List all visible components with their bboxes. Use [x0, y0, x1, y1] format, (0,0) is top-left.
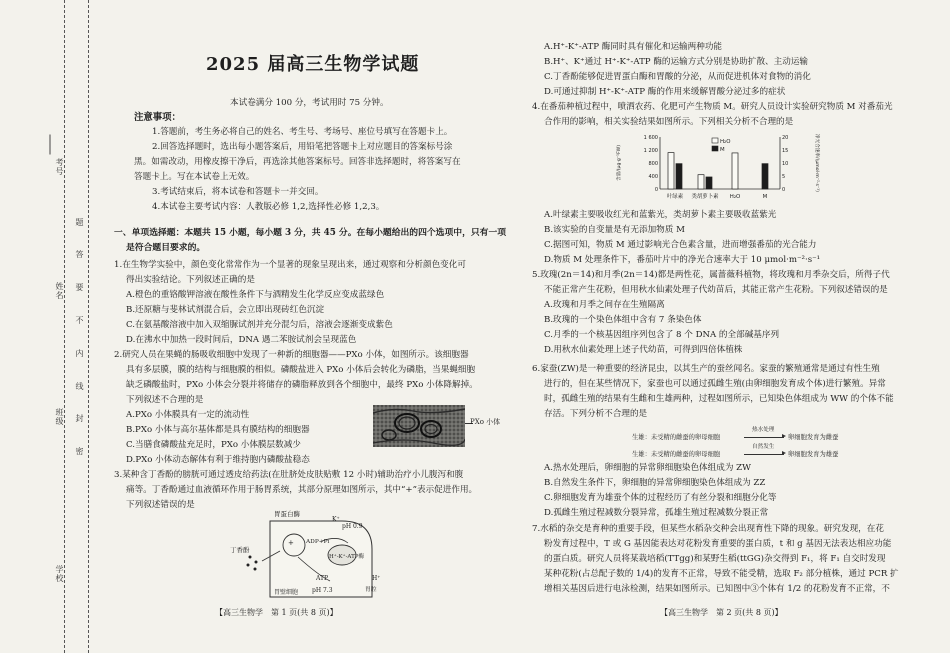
seal-word: 题: [75, 218, 84, 227]
q6-option: C.卵细胞发育为雄蚕个体的过程经历了有丝分裂和细胞分化等: [544, 493, 777, 503]
seal-line-outer: [64, 0, 65, 653]
notice-line: 黑。如需改动，用橡皮擦干净后，再选涂其他答案标号。回答非选择题时，将答案写在: [134, 157, 461, 167]
binding-margin: [0, 0, 108, 653]
y2-tick-label: 15: [782, 148, 789, 154]
q3-option: B.H⁺、K⁺通过 H⁺-K⁺-ATP 酶的运输方式分别是协助扩散、主动运输: [544, 57, 809, 67]
q6-stem: 进行的，但在某些情况下，家蚕也可以通过孤雌生殖(由卵细胞发育成个体)进行繁殖。异常: [544, 379, 886, 389]
q6-flow-row2-cond: 自然发生: [752, 444, 775, 450]
q6-flow-row1: 生雄：未受精的雌蚕的卵母细胞: [632, 434, 721, 441]
q6-stem: 6.家蚕(ZW)是一种重要的经济昆虫，以其生产的蚕丝闻名。家蚕的繁殖通常是通过有性生殖: [532, 364, 880, 374]
q2-stem: 下列叙述不合理的是: [126, 395, 204, 405]
notice-title: 注意事项：: [134, 112, 181, 123]
bar: [668, 153, 674, 189]
q3-stem: 下列叙述错误的是: [126, 500, 195, 510]
seal-word: 要: [75, 283, 84, 292]
bar: [706, 177, 712, 189]
q7-stem: 7.水稻的杂交是育种的重要手段，但某些水稻杂交种会出现育性下降的现象。研究发现，在花: [532, 524, 884, 534]
q6-stem: 存活。下列分析不合理的是: [544, 409, 648, 419]
q6-flow-diagram: [632, 425, 882, 459]
q1-option: A.橙色的重铬酸钾溶液在酸性条件下与酒精发生化学反应变成蓝绿色: [126, 290, 385, 300]
y-tick-label: 0: [654, 187, 658, 193]
x-tick-label: 类胡萝卜素: [691, 194, 719, 200]
q3-option: D.可通过抑制 H⁺-K⁺-ATP 酶的作用来缓解胃酸分泌过多的症状: [544, 87, 786, 97]
q4-option: D.物质 M 处理条件下，番茄叶片中的净光合速率大于 10 μmol·m⁻²·s⁻¹: [544, 255, 821, 265]
q1-option: B.还原糖与斐林试剂混合后，会立即出现砖红色沉淀: [126, 305, 325, 315]
seal-word: 密: [75, 447, 84, 456]
q3-stem: 3.某种含丁香酚的膀胱可通过透皮给药法(在肚脐处皮肤贴敷 12 小时)辅助治疗小儿腹泻和腹: [114, 470, 464, 480]
q3-fig-h: H⁺: [372, 575, 381, 582]
q2-option: A.PXo 小体膜具有一定的流动性: [126, 410, 250, 420]
q4-stem: 4.在番茄种植过程中，喷洒农药、化肥可产生物质 M。研究人员设计实验研究物质 M 对番茄光: [532, 102, 893, 112]
y2-axis-title: 净光合速率/(μmol·m⁻²·s⁻¹): [814, 134, 819, 192]
q1-stem: 得出实验结论。下列叙述正确的是: [126, 275, 255, 285]
q6-option: D.孤雌生殖过程减数分裂异常，孤雄生殖过程减数分裂正常: [544, 508, 769, 518]
arrow-head-icon: [782, 434, 786, 438]
bar: [698, 175, 704, 189]
x-tick-label: 叶绿素: [666, 194, 684, 200]
notice-line: 3.考试结束后，将本试卷和答题卡一并交回。: [152, 187, 324, 197]
y2-tick-label: 5: [782, 174, 786, 180]
q7-stem: 某种花粉(占总配子数的 1/4)的发育不正常，导致不能受精，选取 F₂ 部分植株，通过 PCR 扩: [544, 569, 899, 579]
q2-stem: 具有多层膜，膜的结构与细胞膜的相似。磷酸盐进入 PXo 小体后会转化为磷脂，当果蝇细胞: [126, 365, 476, 375]
y2-tick-label: 10: [782, 161, 789, 167]
name-label: 姓名: [55, 282, 64, 300]
seal-word: 内: [75, 349, 84, 358]
intro-text: 本试卷满分 100 分，考试用时 75 分钟。: [230, 98, 389, 108]
q6-flow-arrow: [744, 454, 784, 455]
q3-fig-wall: 胃壁细胞: [274, 589, 299, 596]
x-tick-label: H₂O: [729, 194, 741, 200]
q1-option: D.在沸水中加热一段时间后，DNA 遇二苯胺试剂会呈现蓝色: [126, 335, 357, 345]
q6-flow-row1-cond: 热水处理: [752, 427, 775, 433]
seal-word: 答: [75, 250, 84, 259]
q2-stem: 缺乏磷酸盐时，PXo 小体会分裂并将储存的磷脂释放到各个细胞中，最终 PXo 小体降解掉。: [126, 380, 478, 390]
q3-fig-k: K⁺: [332, 516, 340, 523]
q7-stem: 的蛋白质。研究人员将某栽培稻(TTgg)和某野生稻(ttGG)杂交得到 F₁，将 F₁ 自交时发现: [544, 554, 886, 564]
notice-line: 1.答题前，考生务必将自己的姓名、考生号、考场号、座位号填写在答题卡上。: [152, 127, 453, 137]
q3-fig-enzyme: H⁺-K⁺-ATP酶: [329, 554, 364, 560]
q6-flow-row2-end: 卵细胞发育为雄蚕: [788, 451, 839, 458]
q2-stem: 2.研究人员在果蝇的肠吸收细胞中发现了一种新的细胞器——PXo 小体，如图所示。该细胞器: [114, 350, 469, 360]
y-tick-label: 1 200: [643, 148, 658, 154]
footer-page-1: 【高三生物学 第 1 页(共 8 页)】: [215, 608, 338, 617]
notice-line: 2.回答选择题时，选出每小题答案后，用铅笔把答题卡上对应题目的答案标号涂: [152, 142, 453, 152]
seal-word: 线: [75, 382, 84, 391]
q6-stem: 时，孤雌生殖的结果有生雌和生雄两种，过程如图所示，已知染色体组成为 WW 的个体不能: [544, 394, 894, 404]
q2-option: D.PXo 小体动态解体有利于维持胞内磷酸盐稳态: [126, 455, 310, 465]
section-heading: 一、单项选择题：本题共 15 小题，每小题 3 分，共 45 分。在每小题给出的四个选项中，只有一项: [114, 228, 507, 238]
legend-label: H₂O: [720, 139, 731, 145]
q5-stem: 不能正常产生花粉，但用秋水仙素处理子代幼苗后，其能正常产生花粉。下列叙述错误的是: [544, 285, 888, 295]
bar: [676, 164, 682, 189]
q6-option: A.热水处理后，卵细胞的异常卵细胞染色体组成为 ZW: [544, 463, 751, 473]
q1-option: C.在氨基酸溶液中加入双缩脲试剂并充分混匀后，溶液会逐渐变成紫色: [126, 320, 393, 330]
section-heading: 是符合题目要求的。: [126, 243, 206, 253]
arrow-head-icon: [782, 451, 786, 455]
q4-option: B.该实验的自变量是有无添加物质 M: [544, 225, 685, 235]
q3-diagram: [222, 505, 392, 605]
q7-stem: 粉发育过程中，T 或 G 基因能表达对花粉发育重要的蛋白质，t 和 g 基因无法表达相应功能: [544, 539, 892, 549]
legend-swatch: [712, 138, 718, 143]
q3-option: C.丁香酚能够促进胃蛋白酶和胃酸的分泌，从而促进机体对食物的消化: [544, 72, 811, 82]
q3-fig-plus: +: [288, 539, 294, 547]
notice-line: 4.本试卷主要考试内容：人教版必修 1,2,选择性必修 1,2,3。: [152, 202, 385, 212]
x-tick-label: M: [762, 194, 768, 200]
seal-word: 封: [75, 414, 84, 423]
q7-stem: 增相关基因后进行电泳检测，结果如图所示。已知图中③个体有 1/2 的花粉发育不正常，不: [544, 584, 890, 594]
exam-title: 2025 届高三生物学试题: [206, 54, 420, 75]
q1-stem: 1.在生物学实验中，颜色变化常常作为一个显著的现象呈现出来，通过观察和分析颜色变化可: [114, 260, 466, 270]
q4-stem: 合作用的影响，相关实验结果如图所示。下列相关分析不合理的是: [544, 117, 794, 127]
school-label: 学校: [55, 565, 64, 583]
q5-option: D.用秋水仙素处理上述子代幼苗，可得到四倍体植株: [544, 345, 743, 355]
q5-option: C.月季的一个核基因组序列包含了 8 个 DNA 的全部碱基序列: [544, 330, 780, 340]
exam-no-label: 考号: [55, 158, 64, 176]
y-axis-title: 含量/(μg·g⁻¹FW): [617, 145, 622, 181]
q3-option: A.H⁺-K⁺-ATP 酶同时具有催化和运输两种功能: [544, 42, 723, 52]
y-tick-label: 1 600: [643, 135, 658, 141]
footer-page-2: 【高三生物学 第 2 页(共 8 页)】: [660, 608, 783, 617]
q3-fig-pepsin: 胃蛋白酶: [274, 510, 300, 518]
bar: [762, 164, 768, 189]
q3-fig-adp: ADP+Pi: [306, 539, 330, 545]
q3-fig-lumen: 胃腔: [365, 587, 377, 593]
y2-tick-label: 20: [782, 135, 789, 141]
class-label: 班级: [55, 408, 64, 426]
q3-fig-ph-high: pH 0.9: [342, 523, 363, 530]
q4-option: A.叶绿素主要吸收红光和蓝紫光，类胡萝卜素主要吸收蓝紫光: [544, 210, 777, 220]
q4-option: C.据图可知，物质 M 通过影响光合色素含量，进而增强番茄的光合能力: [544, 240, 817, 250]
notice-line: 答题卡上。写在本试卷上无效。: [134, 172, 255, 182]
q5-option: B.玫瑰的一个染色体组中含有 7 条染色体: [544, 315, 702, 325]
legend-swatch: [712, 146, 718, 151]
y2-tick-label: 0: [782, 187, 786, 193]
q6-flow-row1-end: 卵细胞发育为雌蚕: [788, 434, 839, 441]
q3-stem: 痛等。丁香酚通过血液循环作用于肠胃系统，其部分原理如图所示，其中“+”表示促进作用。: [126, 485, 478, 495]
q6-option: B.自然发生条件下，卵细胞的异常卵细胞染色体组成为 ZZ: [544, 478, 766, 488]
q3-fig-clove: 丁香酚: [230, 546, 250, 554]
pxo-micrograph: [373, 405, 465, 447]
q6-flow-arrow: [744, 437, 784, 438]
q3-fig-ph-low: pH 7.3: [312, 587, 333, 594]
q2-option: C.当膳食磷酸盐充足时，PXo 小体膜层数减少: [126, 440, 301, 450]
q4-chart-svg: [612, 133, 824, 207]
seal-word: 不: [75, 316, 84, 325]
q2-option: B.PXo 小体与高尔基体都是具有膜结构的细胞器: [126, 425, 310, 435]
q4-chart: [612, 133, 824, 207]
q5-stem: 5.玫瑰(2n＝14)和月季(2n＝14)都是两性花，属蔷薇科植物，将玫瑰和月季杂交后，所得子代: [532, 270, 890, 280]
y-tick-label: 400: [648, 174, 658, 180]
y-tick-label: 800: [648, 161, 658, 167]
legend-label: M: [720, 147, 725, 153]
blank-line: [50, 135, 51, 155]
q5-option: A.玫瑰和月季之间存在生殖隔离: [544, 300, 665, 310]
seal-line-inner: [88, 0, 89, 653]
q3-fig-atp: ATP: [316, 575, 329, 582]
q6-flow-row2: 生雄：未受精的雌蚕的卵母细胞: [632, 451, 721, 458]
bar: [732, 153, 738, 189]
pxo-label: PXo 小体: [470, 418, 501, 426]
